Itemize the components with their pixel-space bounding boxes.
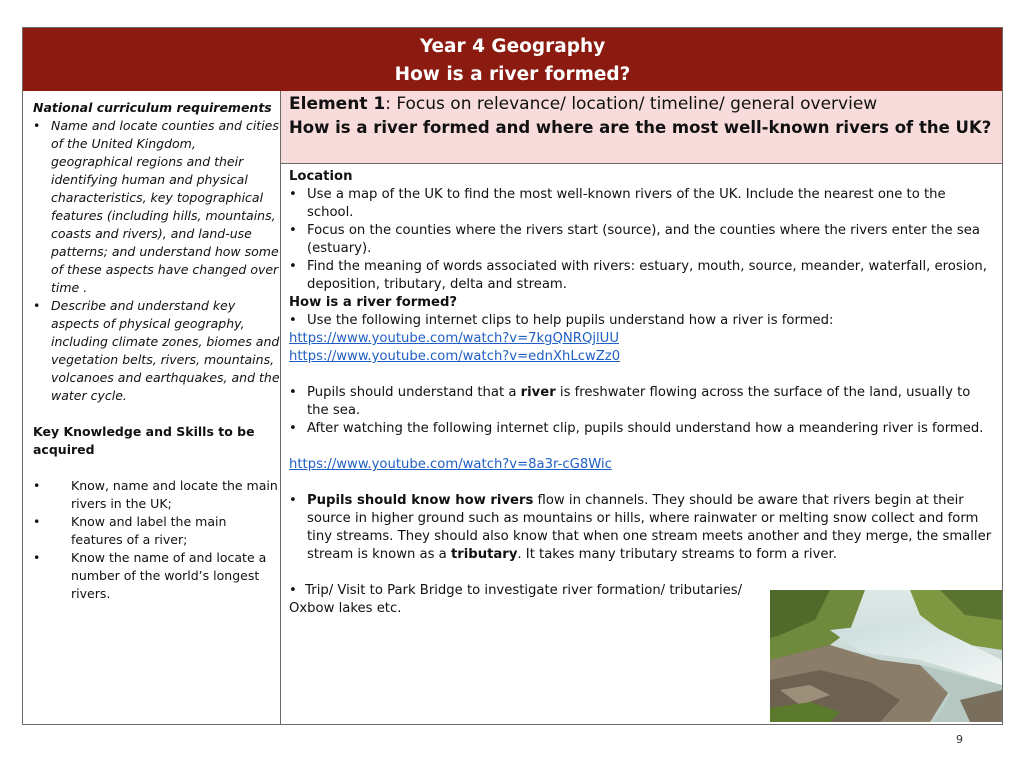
nc-list (33, 117, 280, 405)
page-header (23, 28, 1002, 91)
element-heading (281, 91, 1002, 164)
list-item: • Focus on the counties where the rivers start (source), and the counties where the rivers enter the sea (estuary). (289, 223, 980, 256)
list-item: • Pupils should know how rivers flow in channels. They should be aware that rivers begin at their source in higher ground such as mountains or hills, where rainwater or melting snow collect and form tiny streams. They should also know that when one stream meets another and they merge, the smaller stream is known as a tributary. It takes many tributary streams to form a river. (289, 493, 992, 562)
location-list (289, 186, 996, 294)
list-item: • Know the name of and locate a number of the world’s longest rivers. (33, 550, 267, 601)
list-item: • Use the following internet clips to help pupils understand how a river is formed: (289, 313, 834, 328)
list-item: • Describe and understand key aspects of physical geography, including climate zones, biomes and vegetation belts, rivers, mountains, volcanoes and earthquakes, and the water cycle. (33, 298, 280, 403)
list-item: • Use a map of the UK to find the most well-known rivers of the UK. Include the nearest one to the school. (289, 187, 946, 220)
river-photo (770, 590, 1002, 722)
video-link-2[interactable]: https://www.youtube.com/watch?v=ednXhLcwZz0 (289, 349, 621, 364)
trip-item-cont: Oxbow lakes etc. (289, 601, 402, 616)
element-focus: : Focus on relevance/ location/ timeline/ general overview (385, 94, 878, 114)
formed-title: How is a river formed? (289, 295, 458, 310)
list-item: • Name and locate counties and cities of the United Kingdom, geographical regions and their identifying human and physical characteristics, key topographical features (including hills, mountains, coasts and rivers), and land-use patterns; and understand how some of these aspects have changed over time . (33, 118, 279, 295)
element-line (289, 92, 1002, 116)
list-item: • Find the meaning of words associated with rivers: estuary, mouth, source, meander, waterfall, erosion, deposition, tributary, delta and stream. (289, 259, 987, 292)
location-title: Location (289, 169, 353, 184)
video-link-3[interactable]: https://www.youtube.com/watch?v=8a3r-cG8Wic (289, 457, 612, 472)
nc-title: National curriculum requirements (33, 100, 272, 115)
header-title: Year 4 Geography (419, 36, 606, 57)
header-subtitle: How is a river formed? (394, 64, 631, 85)
page-number: 9 (956, 733, 963, 746)
kk-title: Key Knowledge and Skills to be acquired (33, 424, 255, 457)
element-question: How is a river formed and where are the most well-known rivers of the UK? (289, 118, 992, 137)
kk-list (33, 477, 280, 603)
list-item: • Know and label the main features of a river; (33, 514, 227, 547)
list-item: • After watching the following internet clip, pupils should understand how a meandering river is formed. (289, 421, 984, 436)
trip-item: • Trip/ Visit to Park Bridge to investigate river formation/ tributaries/ (289, 583, 743, 598)
video-link-1[interactable]: https://www.youtube.com/watch?v=7kgQNRQjlUU (289, 331, 619, 346)
list-item: • Know, name and locate the main rivers in the UK; (33, 478, 278, 511)
curriculum-column (23, 91, 281, 724)
list-item: • Pupils should understand that a river is freshwater flowing across the surface of the land, usually to the sea. (289, 385, 971, 418)
element-label: Element 1 (289, 94, 386, 114)
